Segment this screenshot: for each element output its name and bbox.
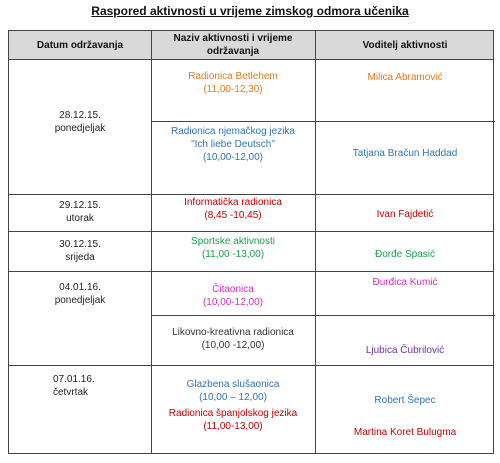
activity-time: (10,00-12,00) — [202, 297, 264, 308]
activity-cell — [151, 125, 315, 164]
activity-name: Glazbena slušaonica — [186, 379, 280, 390]
activity-cell — [151, 192, 315, 222]
date-value: 04.01.16. — [59, 282, 101, 293]
header-activity — [151, 31, 315, 59]
header-date: Datum održavanja — [36, 39, 124, 51]
leader-cell: Milica Abramović — [367, 72, 443, 83]
activity-subtitle: "Ich liebe Deutsch" — [191, 139, 275, 150]
activity-cell — [151, 235, 315, 261]
header-activity-line2: održavanja — [206, 46, 260, 57]
activity-time: (10,00 -12,00) — [201, 340, 265, 351]
activity-name: Informatička radionica — [184, 197, 282, 208]
activity-name: Likovno-kreativna radionica — [172, 327, 294, 338]
table-header — [9, 31, 493, 60]
activity-time: (11,00-12,30) — [203, 84, 263, 95]
leader-cell: Martina Koret Bulugma — [353, 427, 457, 438]
table-row-date — [9, 199, 151, 225]
date-value: 30.12.15. — [59, 239, 101, 250]
day-value: srijeda — [65, 252, 95, 263]
activity-name: Radionica španjolskog jezika — [168, 408, 298, 419]
date-value: 29.12.15. — [59, 200, 101, 211]
page-title: Raspored aktivnosti u vrijeme zimskog odmora učenika — [91, 4, 409, 18]
activity-time: (11,00-13,00) — [203, 421, 263, 432]
activity-time: (11,00 -13,00) — [201, 249, 265, 260]
leader-cell: Robert Šepec — [374, 395, 436, 406]
table-row-date — [9, 281, 151, 307]
day-value: ponedjeljak — [54, 123, 106, 134]
activity-name: Čitaonica — [212, 284, 254, 295]
column-divider — [315, 31, 316, 453]
table-row-date — [9, 373, 151, 399]
activity-name: Radionica njemačkog jezika — [171, 126, 295, 137]
table-row-date — [9, 238, 151, 264]
date-value: 28.12.15. — [59, 110, 101, 121]
leader-cell: Đurđica Kumić — [372, 277, 438, 288]
schedule-table — [8, 30, 494, 454]
activity-cell — [151, 283, 315, 309]
table-row-date — [9, 109, 151, 135]
leader-cell: Tatjana Bračun Haddad — [352, 148, 458, 159]
day-value: ponedjeljak — [54, 295, 106, 306]
day-value: utorak — [66, 213, 94, 224]
activity-time: (8,45 -10,45) — [204, 210, 262, 221]
activity-cell — [151, 378, 315, 404]
leader-cell: Ivan Fajdetić — [376, 209, 434, 220]
activity-cell — [151, 70, 315, 96]
leader-cell: Đorđe Spasić — [374, 249, 436, 260]
row-divider — [9, 271, 493, 272]
activity-time: (10,00 – 12,00) — [199, 392, 267, 403]
date-value: 07.01.16. — [53, 374, 95, 385]
activity-name: Sportske aktivnosti — [191, 236, 275, 247]
row-divider — [9, 365, 493, 366]
activity-cell — [151, 326, 315, 352]
day-value: četvrtak — [53, 387, 89, 398]
row-subdivider — [151, 121, 495, 122]
activity-cell — [151, 407, 315, 433]
activity-name: Radionica Betlehem — [188, 71, 278, 82]
row-divider — [9, 231, 493, 232]
leader-cell: Ljubica Čubrilović — [365, 345, 445, 356]
header-leader: Voditelj aktivnosti — [362, 39, 448, 51]
header-activity-line1: Naziv aktivnosti i vrijeme — [173, 33, 293, 44]
activity-time: (10,00-12,00) — [202, 152, 264, 163]
row-subdivider — [151, 315, 495, 316]
